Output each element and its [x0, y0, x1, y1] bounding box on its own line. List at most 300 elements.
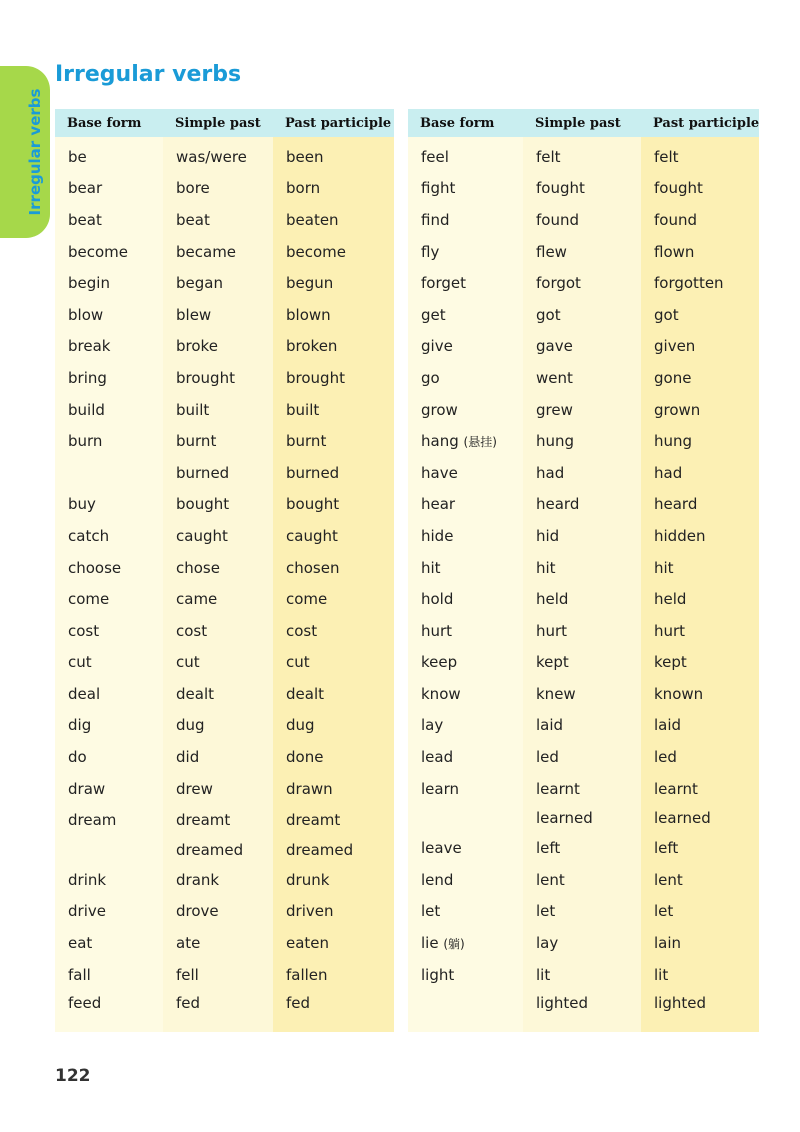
past-participle-cell — [641, 583, 759, 615]
verb-text: dig — [68, 716, 92, 735]
past-participle-cell — [641, 173, 759, 205]
verb-text: known — [654, 684, 704, 703]
table-row — [408, 990, 759, 1032]
header-simple-past: Simple past — [163, 109, 273, 137]
simple-past-cell — [523, 489, 641, 521]
verb-text: burnt — [286, 432, 327, 451]
past-participle-cell — [641, 959, 759, 991]
past-participle-cell — [273, 647, 394, 679]
past-participle-cell — [273, 864, 394, 896]
table-row — [55, 204, 394, 236]
base-form-cell — [55, 583, 163, 615]
verb-text: got — [536, 305, 561, 324]
simple-past-cell — [163, 425, 273, 457]
verb-text: laid — [536, 716, 564, 735]
simple-past-cell — [163, 710, 273, 742]
past-participle-cell — [641, 741, 759, 773]
simple-past-cell — [523, 204, 641, 236]
base-form-cell — [408, 137, 523, 173]
verb-text: dreamed — [176, 841, 244, 860]
simple-past-cell — [523, 615, 641, 647]
verb-text: deal — [68, 684, 101, 703]
past-participle-cell — [641, 678, 759, 710]
past-participle-cell — [641, 489, 759, 521]
verb-text: light — [421, 965, 455, 984]
verb-text: beaten — [286, 210, 339, 229]
verb-text: go — [421, 368, 440, 387]
verb-text: keep — [421, 653, 458, 672]
verb-text: chosen — [286, 558, 340, 577]
verb-text: learnt — [654, 779, 698, 798]
base-form-cell — [408, 457, 523, 489]
verb-text: leave — [421, 839, 462, 858]
simple-past-cell — [163, 927, 273, 959]
base-form-cell — [408, 520, 523, 552]
verb-text: lend — [421, 870, 454, 889]
table-row — [408, 583, 759, 615]
base-form-cell — [55, 173, 163, 205]
verb-text: gone — [654, 368, 692, 387]
simple-past-cell — [163, 773, 273, 805]
simple-past-cell — [523, 804, 641, 832]
past-participle-cell — [641, 520, 759, 552]
base-form-cell — [55, 204, 163, 236]
header-past-participle: Past participle — [273, 109, 394, 137]
verb-text: eaten — [286, 934, 330, 953]
simple-past-cell — [523, 583, 641, 615]
past-participle-cell — [273, 204, 394, 236]
past-participle-cell — [273, 331, 394, 363]
table-row — [408, 173, 759, 205]
verb-text: went — [536, 368, 573, 387]
base-form-cell — [55, 299, 163, 331]
verb-text: feed — [68, 994, 102, 1013]
verb-text: began — [176, 274, 223, 293]
past-participle-cell — [273, 267, 394, 299]
base-form-cell — [408, 678, 523, 710]
verb-text: lighted — [536, 994, 588, 1013]
simple-past-cell — [163, 236, 273, 268]
verb-text: hit — [421, 558, 441, 577]
verb-text: know — [421, 684, 461, 703]
verb-text: fought — [654, 179, 703, 198]
simple-past-cell — [523, 173, 641, 205]
table-row — [55, 394, 394, 426]
verb-text: been — [286, 147, 324, 166]
table-row — [55, 647, 394, 679]
simple-past-cell — [523, 299, 641, 331]
verb-text: heard — [654, 495, 698, 514]
table-row — [408, 489, 759, 521]
simple-past-cell — [163, 394, 273, 426]
simple-past-cell — [523, 647, 641, 679]
verb-text: drank — [176, 870, 220, 889]
past-participle-cell — [273, 836, 394, 864]
base-form-cell — [408, 489, 523, 521]
verb-text: buy — [68, 495, 96, 514]
verb-text: let — [654, 902, 674, 921]
simple-past-cell — [523, 520, 641, 552]
base-form-cell — [408, 615, 523, 647]
past-participle-cell — [273, 959, 394, 991]
verb-text: lent — [654, 870, 683, 889]
base-form-cell — [55, 615, 163, 647]
verb-text: become — [68, 242, 129, 261]
past-participle-cell — [273, 990, 394, 1032]
verb-text: be — [68, 147, 87, 166]
base-form-cell — [408, 804, 523, 832]
verb-text: fell — [176, 965, 199, 984]
table-row — [408, 615, 759, 647]
simple-past-cell — [523, 710, 641, 742]
past-participle-cell — [273, 615, 394, 647]
table-row — [408, 425, 759, 457]
simple-past-cell — [163, 678, 273, 710]
chinese-note: (躺) — [443, 937, 465, 952]
verb-text: become — [286, 242, 347, 261]
table-row — [55, 137, 394, 173]
table-row — [55, 615, 394, 647]
base-form-cell — [408, 896, 523, 928]
verb-text: chose — [176, 558, 220, 577]
chinese-note: (悬挂) — [463, 435, 497, 450]
simple-past-cell — [523, 990, 641, 1032]
table-row — [55, 552, 394, 584]
table-row — [55, 457, 394, 489]
base-form-cell — [55, 804, 163, 836]
past-participle-cell — [641, 647, 759, 679]
verb-text: gave — [536, 337, 573, 356]
simple-past-cell — [523, 425, 641, 457]
verb-text: broke — [176, 337, 218, 356]
simple-past-cell — [163, 489, 273, 521]
verb-text: flew — [536, 242, 567, 261]
past-participle-cell — [273, 489, 394, 521]
verb-text: laid — [654, 716, 682, 735]
verb-text: bought — [176, 495, 230, 514]
base-form-cell — [55, 489, 163, 521]
table-row — [408, 394, 759, 426]
base-form-cell — [408, 552, 523, 584]
verb-text: driven — [286, 902, 334, 921]
table-row — [408, 773, 759, 805]
base-form-cell — [55, 864, 163, 896]
verb-text: draw — [68, 779, 106, 798]
table-row — [55, 362, 394, 394]
verb-text: hit — [536, 558, 556, 577]
table-header-row — [55, 109, 394, 137]
verb-text: grown — [654, 400, 701, 419]
verb-text: drive — [68, 902, 106, 921]
past-participle-cell — [273, 137, 394, 173]
verb-text: brought — [176, 368, 235, 387]
verb-text: hide — [421, 526, 454, 545]
verb-text: broken — [286, 337, 338, 356]
base-form-cell — [55, 678, 163, 710]
past-participle-cell — [641, 204, 759, 236]
verb-text: have — [421, 463, 458, 482]
verb-text: lent — [536, 870, 565, 889]
verb-text: drink — [68, 870, 107, 889]
verb-text: hit — [654, 558, 674, 577]
verb-text: kept — [536, 653, 569, 672]
verb-text: beat — [176, 210, 210, 229]
verb-text: hang — [421, 432, 459, 451]
verb-text: let — [421, 902, 441, 921]
simple-past-cell — [523, 678, 641, 710]
past-participle-cell — [641, 615, 759, 647]
table-row — [55, 864, 394, 896]
base-form-cell — [408, 331, 523, 363]
table-row — [408, 896, 759, 928]
verb-text: dug — [176, 716, 205, 735]
verb-text: left — [536, 839, 561, 858]
past-participle-cell — [641, 137, 759, 173]
base-form-cell — [55, 394, 163, 426]
verb-text: left — [654, 839, 679, 858]
base-form-cell — [55, 362, 163, 394]
base-form-cell — [408, 741, 523, 773]
verb-text: find — [421, 210, 450, 229]
base-form-cell — [55, 552, 163, 584]
simple-past-cell — [163, 331, 273, 363]
verb-text: give — [421, 337, 453, 356]
table-row — [408, 927, 759, 959]
base-form-cell — [408, 927, 523, 959]
base-form-cell — [408, 204, 523, 236]
simple-past-cell — [523, 394, 641, 426]
base-form-cell — [55, 647, 163, 679]
verb-text: kept — [654, 653, 687, 672]
simple-past-cell — [523, 137, 641, 173]
verb-text: hidden — [654, 526, 706, 545]
verb-text: built — [286, 400, 320, 419]
verb-text: hid — [536, 526, 560, 545]
table-row — [55, 896, 394, 928]
verb-text: led — [654, 748, 677, 767]
base-form-cell — [55, 331, 163, 363]
verb-text: learn — [421, 779, 459, 798]
verb-text: was/were — [176, 147, 247, 166]
simple-past-cell — [523, 864, 641, 896]
verb-text: caught — [286, 526, 338, 545]
verb-text: fly — [421, 242, 440, 261]
table-row — [55, 489, 394, 521]
verb-text: done — [286, 748, 324, 767]
verb-text: forgotten — [654, 274, 724, 293]
table-row — [55, 804, 394, 836]
verb-text: hung — [536, 432, 575, 451]
table-row — [408, 741, 759, 773]
simple-past-cell — [523, 773, 641, 805]
table-row — [408, 457, 759, 489]
verb-text: led — [536, 748, 559, 767]
verb-text: came — [176, 590, 218, 609]
base-form-cell — [408, 647, 523, 679]
base-form-cell — [55, 137, 163, 173]
base-form-cell — [408, 959, 523, 991]
base-form-cell — [408, 710, 523, 742]
past-participle-cell — [641, 990, 759, 1032]
verb-text: lay — [421, 716, 444, 735]
verb-text: bring — [68, 368, 107, 387]
past-participle-cell — [273, 520, 394, 552]
verb-text: flown — [654, 242, 695, 261]
verb-text: eat — [68, 934, 93, 953]
header-base-form: Base form — [408, 109, 523, 137]
table-row — [408, 864, 759, 896]
verb-text: did — [176, 748, 200, 767]
verb-text: come — [68, 590, 110, 609]
verb-text: cut — [68, 653, 92, 672]
simple-past-cell — [523, 236, 641, 268]
verb-text: hurt — [421, 621, 453, 640]
past-participle-cell — [273, 394, 394, 426]
verb-text: held — [654, 590, 687, 609]
verb-text: dreamt — [176, 811, 231, 830]
verb-text: cut — [286, 653, 310, 672]
past-participle-cell — [273, 457, 394, 489]
base-form-cell — [55, 927, 163, 959]
simple-past-cell — [523, 741, 641, 773]
verb-text: grew — [536, 400, 573, 419]
simple-past-cell — [163, 583, 273, 615]
base-form-cell — [55, 520, 163, 552]
verb-text: felt — [536, 147, 561, 166]
header-past-participle: Past participle — [641, 109, 759, 137]
simple-past-cell — [163, 990, 273, 1032]
base-form-cell — [55, 236, 163, 268]
verb-text: begun — [286, 274, 334, 293]
past-participle-cell — [641, 710, 759, 742]
verb-text: burned — [286, 463, 340, 482]
verb-text: caught — [176, 526, 228, 545]
verb-text: dreamt — [286, 811, 341, 830]
table-row — [55, 773, 394, 805]
table-row — [408, 804, 759, 832]
verb-text: hurt — [536, 621, 568, 640]
table-row — [408, 520, 759, 552]
page-title: Irregular verbs — [55, 62, 242, 87]
base-form-cell — [408, 832, 523, 864]
verb-text: had — [654, 463, 683, 482]
verb-text: feel — [421, 147, 449, 166]
verb-text: do — [68, 748, 87, 767]
simple-past-cell — [523, 267, 641, 299]
verb-text: hold — [421, 590, 454, 609]
table-row — [55, 990, 394, 1032]
base-form-cell — [55, 741, 163, 773]
base-form-cell — [408, 299, 523, 331]
base-form-cell — [408, 583, 523, 615]
past-participle-cell — [641, 552, 759, 584]
verb-text: brought — [286, 368, 345, 387]
simple-past-cell — [163, 362, 273, 394]
verb-text: fought — [536, 179, 585, 198]
simple-past-cell — [163, 204, 273, 236]
verb-text: heard — [536, 495, 580, 514]
verb-text: fight — [421, 179, 456, 198]
table-row — [408, 832, 759, 864]
verb-text: come — [286, 590, 328, 609]
past-participle-cell — [641, 773, 759, 805]
base-form-cell — [408, 267, 523, 299]
simple-past-cell — [163, 267, 273, 299]
verb-text: learnt — [536, 779, 580, 798]
simple-past-cell — [163, 804, 273, 836]
table-row — [408, 647, 759, 679]
past-participle-cell — [273, 236, 394, 268]
verb-text: let — [536, 902, 556, 921]
table-row — [55, 836, 394, 864]
simple-past-cell — [163, 520, 273, 552]
simple-past-cell — [163, 615, 273, 647]
verb-text: dreamed — [286, 841, 354, 860]
table-row — [55, 741, 394, 773]
verb-text: found — [654, 210, 697, 229]
table-row — [408, 331, 759, 363]
base-form-cell — [55, 990, 163, 1032]
simple-past-cell — [523, 927, 641, 959]
verb-table-right — [408, 109, 759, 1032]
simple-past-cell — [523, 457, 641, 489]
verb-text: drawn — [286, 779, 333, 798]
verb-text: build — [68, 400, 105, 419]
past-participle-cell — [641, 896, 759, 928]
table-row — [408, 299, 759, 331]
table-row — [55, 267, 394, 299]
table-header-row — [408, 109, 759, 137]
table-row — [55, 678, 394, 710]
base-form-cell — [55, 425, 163, 457]
table-row — [408, 678, 759, 710]
verb-text: drove — [176, 902, 219, 921]
verb-text: hurt — [654, 621, 686, 640]
verb-text: learned — [654, 809, 711, 828]
simple-past-cell — [163, 137, 273, 173]
verb-text: felt — [654, 147, 679, 166]
verb-text: ate — [176, 934, 201, 953]
simple-past-cell — [163, 457, 273, 489]
verb-text: cut — [176, 653, 200, 672]
verb-text: bore — [176, 179, 210, 198]
past-participle-cell — [273, 710, 394, 742]
table-row — [55, 520, 394, 552]
base-form-cell — [55, 836, 163, 864]
verb-text: burned — [176, 463, 230, 482]
verb-text: lit — [654, 965, 669, 984]
past-participle-cell — [641, 927, 759, 959]
verb-text: drew — [176, 779, 213, 798]
verb-text: forget — [421, 274, 466, 293]
past-participle-cell — [641, 425, 759, 457]
header-simple-past: Simple past — [523, 109, 641, 137]
verb-text: blown — [286, 305, 331, 324]
table-row — [408, 710, 759, 742]
verb-text: blew — [176, 305, 212, 324]
past-participle-cell — [273, 804, 394, 836]
past-participle-cell — [641, 394, 759, 426]
base-form-cell — [55, 959, 163, 991]
verb-text: choose — [68, 558, 122, 577]
verb-text: begin — [68, 274, 110, 293]
past-participle-cell — [641, 236, 759, 268]
base-form-cell — [408, 173, 523, 205]
verb-text: found — [536, 210, 579, 229]
verb-text: knew — [536, 684, 576, 703]
verb-text: lie — [421, 934, 439, 953]
verb-text: cost — [68, 621, 100, 640]
